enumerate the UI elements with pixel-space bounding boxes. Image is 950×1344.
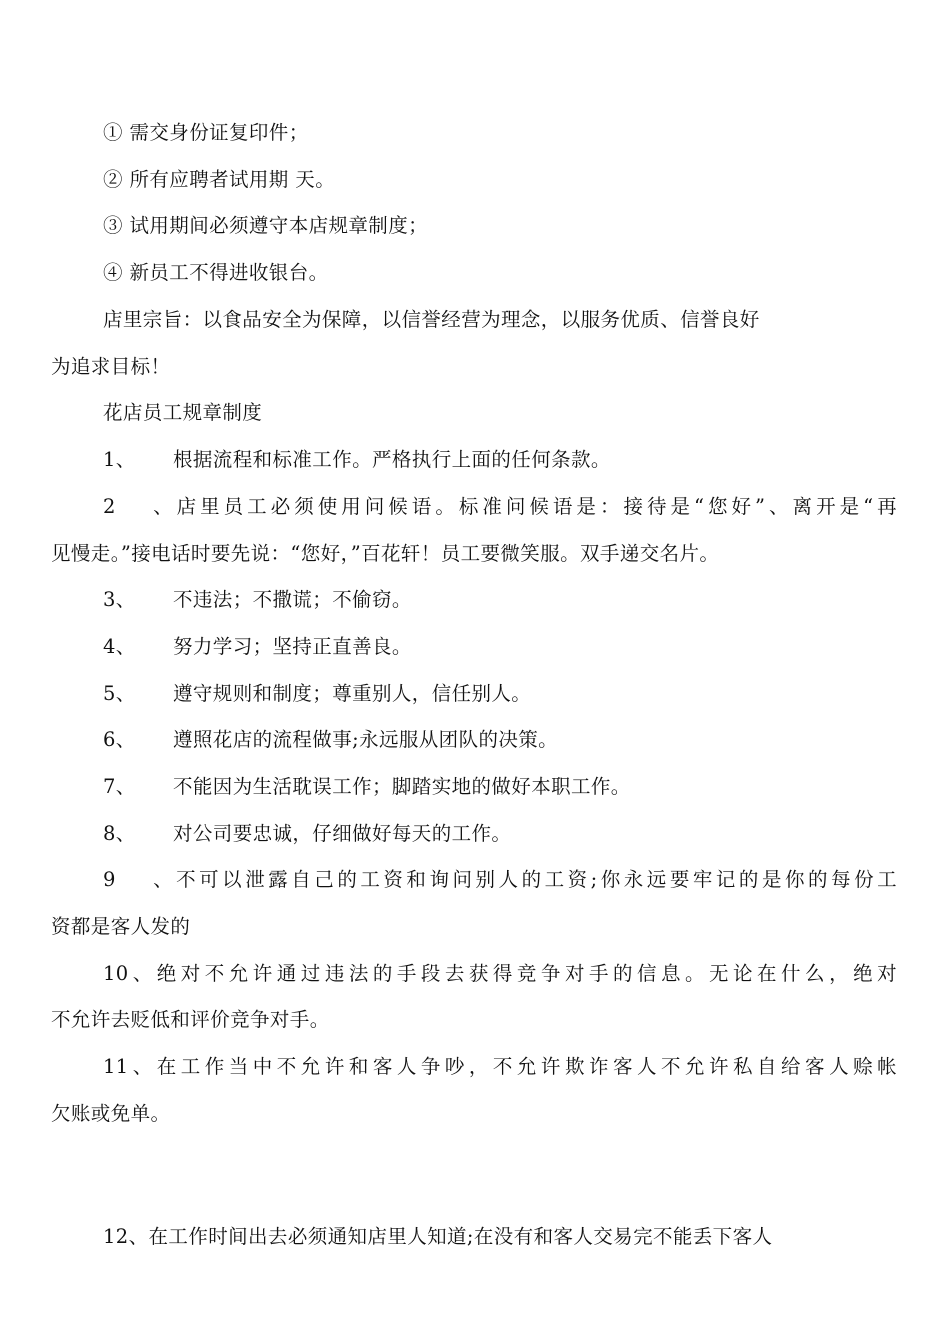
store-purpose-line-1: 店里宗旨：以食品安全为保障，以信誉经营为理念，以服务优质、信誉良好 (103, 308, 760, 331)
rule-item-10-continued: 不允许去贬低和评价竞争对手。 (51, 1008, 330, 1031)
rule-text: 不违法；不撒谎；不偷窃。 (173, 588, 412, 611)
rule-item-1 (103, 447, 611, 473)
rule-number: 2、 (103, 495, 173, 518)
rule-item-6 (103, 727, 558, 753)
section-title: 花店员工规章制度 (103, 401, 263, 424)
rule-number: 3、 (103, 588, 136, 611)
rule-number: 6、 (103, 728, 136, 751)
rule-item-9 (103, 867, 897, 893)
rule-text: 遵照花店的流程做事;永远服从团队的决策。 (173, 728, 559, 751)
rule-item-8 (103, 821, 511, 847)
rule-item-3 (103, 587, 412, 613)
rule-number: 7、 (103, 775, 136, 798)
rule-text: 不能因为生活耽误工作；脚踏实地的做好本职工作。 (173, 775, 631, 798)
condition-item-4: ④ 新员工不得进收银台。 (103, 261, 329, 284)
rule-number: 5、 (103, 682, 136, 705)
rule-item-2 (103, 494, 897, 520)
rule-text: 店里员工必须使用问候语。标准问候语是：接待是“您好”、离开是“再 (173, 495, 897, 518)
rule-item-11: 11、在工作当中不允许和客人争吵，不允许欺诈客人不允许私自给客人赊帐 (103, 1055, 897, 1078)
rule-number: 9、 (103, 868, 173, 891)
rule-item-9-continued: 资都是客人发的 (51, 915, 191, 938)
store-purpose-line-2: 为追求目标！ (51, 355, 171, 378)
rule-item-2-continued: 见慢走。”接电话时要先说：“您好，”百花轩！员工要微笑服。双手递交名片。 (51, 542, 720, 565)
rule-number: 4、 (103, 635, 136, 658)
rule-text: 根据流程和标准工作。严格执行上面的任何条款。 (173, 448, 611, 471)
rule-item-5 (103, 681, 531, 707)
rule-text: 努力学习；坚持正直善良。 (173, 635, 412, 658)
condition-item-3: ③ 试用期间必须遵守本店规章制度； (103, 214, 428, 237)
rule-item-7 (103, 774, 631, 800)
rule-item-11-continued: 欠账或免单。 (51, 1102, 171, 1125)
rule-item-12: 12、在工作时间出去必须通知店里人知道;在没有和客人交易完不能丢下客人 (103, 1225, 773, 1248)
rule-number: 8、 (103, 822, 136, 845)
rule-text: 不可以泄露自己的工资和询问别人的工资;你永远要牢记的是你的每份工 (173, 868, 897, 891)
condition-item-1: ① 需交身份证复印件； (103, 121, 309, 144)
rule-item-4 (103, 634, 412, 660)
rule-number: 1、 (103, 448, 136, 471)
rule-text: 对公司要忠诚，仔细做好每天的工作。 (173, 822, 512, 845)
rule-item-10: 10、绝对不允许通过违法的手段去获得竞争对手的信息。无论在什么，绝对 (103, 962, 897, 985)
condition-item-2: ② 所有应聘者试用期 天。 (103, 168, 336, 191)
rule-text: 遵守规则和制度；尊重别人，信任别人。 (173, 682, 532, 705)
